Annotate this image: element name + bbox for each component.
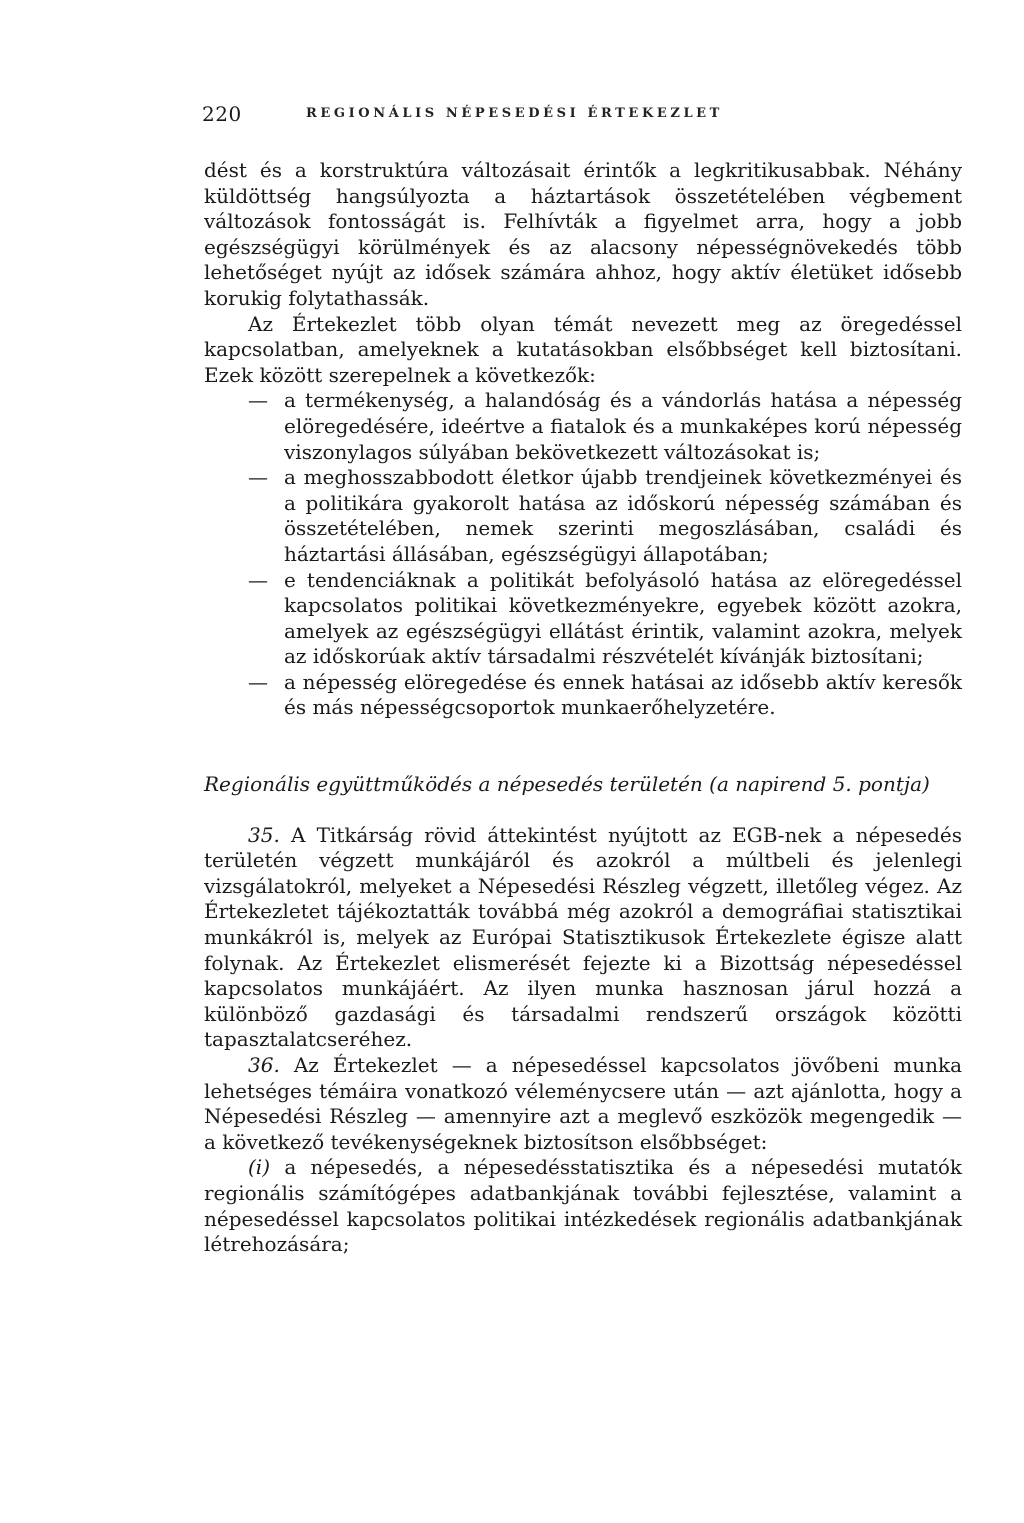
list-item [204,568,962,670]
list-item [204,388,962,465]
body-text [204,158,962,1258]
paragraph-36 [204,1053,962,1155]
list-item-text: a népesség elöregedése és ennek hatásai az idősebb aktív keresők és más népességcsoportok munkaerőhelyzetére. [284,669,962,720]
paragraph-aging-topics: Az Értekezlet több olyan témát nevezett meg az öregedéssel kapcsolatban, amelyeknek a kutatásokban elsőbbséget kell biztosítani. Ezek között szerepelnek a következők: [204,311,962,387]
item-text: a népesedés, a népesedésstatisztika és a népesedési mutatók regionális számítógépes adatbankjának további fejlesztése, valamint a népesedéssel kapcsolatos politikai intézkedések regionális adatbankjának létrehozására; [204,1155,962,1257]
paragraph-continuation: dést és a korstruktúra változásait érintők a legkritikusabbak. Néhány küldöttség hangsúlyozta a háztartások összetételében végbement változások fontosságát is. Felhívták a figyelmet arra, hogy a jobb egészségügyi körülmények és az alacsony népességnövekedés több lehetőséget nyújt az idősek számára ahhoz, hogy aktív életüket idősebb korukig folytathassák. [204,158,962,310]
list-item-text: a meghosszabbodott életkor újabb trendjeinek következményei és a politikára gyakorolt hatása az időskorú népesség számában és összetételében, nemek szerinti megoszlásában, családi és háztartási állásában, egészségügyi állapotában; [284,465,962,566]
paragraph-text: Az Értekezlet — a népesedéssel kapcsolatos jövőbeni munka lehetséges témáira vonatkozó véleménycsere után — azt ajánlotta, hogy a Népesedési Részleg — amennyire azt a meglevő eszközök megengedik — a következő tevékenységeknek biztosítson elsőbbséget: [204,1053,962,1154]
page-number: 220 [202,102,242,126]
section-heading: Regionális együttműködés a népesedés területén (a napirend 5. pontja) [204,772,930,797]
list-item-text: e tendenciáknak a politikát befolyásoló hatása az elöregedéssel kapcsolatos politikai következményekre, egyebek között azokra, amelyek az egészségügyi ellátást érintik, valamint azokra, melyek az időskorúak aktív társadalmi részvételét kívánják biztosítani; [284,567,962,669]
paragraph-number: 36. [248,1053,280,1077]
page-header [202,102,962,132]
paragraph-number: 35. [248,822,280,847]
list-item [204,465,962,567]
paragraph-item-i [204,1155,962,1257]
running-head: REGIONÁLIS NÉPESEDÉSI ÉRTEKEZLET [306,106,723,121]
dash-list [204,388,962,721]
paragraph-text: A Titkárság rövid áttekintést nyújtott az EGB-nek a népesedés területén végzett munkájáról és azokról a múltbeli és jelenlegi vizsgálatokról, melyeket a Népesedési Részleg végzett, illetőleg végez. Az Értekezletet tájékoztatták továbbá még azokról a demográfiai statisztikai munkákról is, melyek az Európai Statisztikusok Értekezlete égisze alatt folynak. Az Értekezlet elismerését fejezte ki a Bizottság népesedéssel kapcsolatos munkájáért. Az ilyen munka hasznosan járul hozzá a különböző gazdasági és társadalmi rendszerű országok közötti tapasztalatcseréhez. [204,822,962,1052]
list-item [204,670,962,721]
list-item-text: a termékenység, a halandóság és a vándorlás hatása a népesség elöregedésére, ideértve a fiatalok és a munkaképes korú népesség viszonylagos súlyában bekövetkezett változásokat is; [284,388,962,464]
paragraph-35 [204,823,962,1053]
dash-bullet: — [248,388,268,413]
dash-bullet: — [248,567,268,592]
dash-bullet: — [248,465,268,490]
item-label: (i) [248,1155,271,1180]
dash-bullet: — [248,669,268,694]
